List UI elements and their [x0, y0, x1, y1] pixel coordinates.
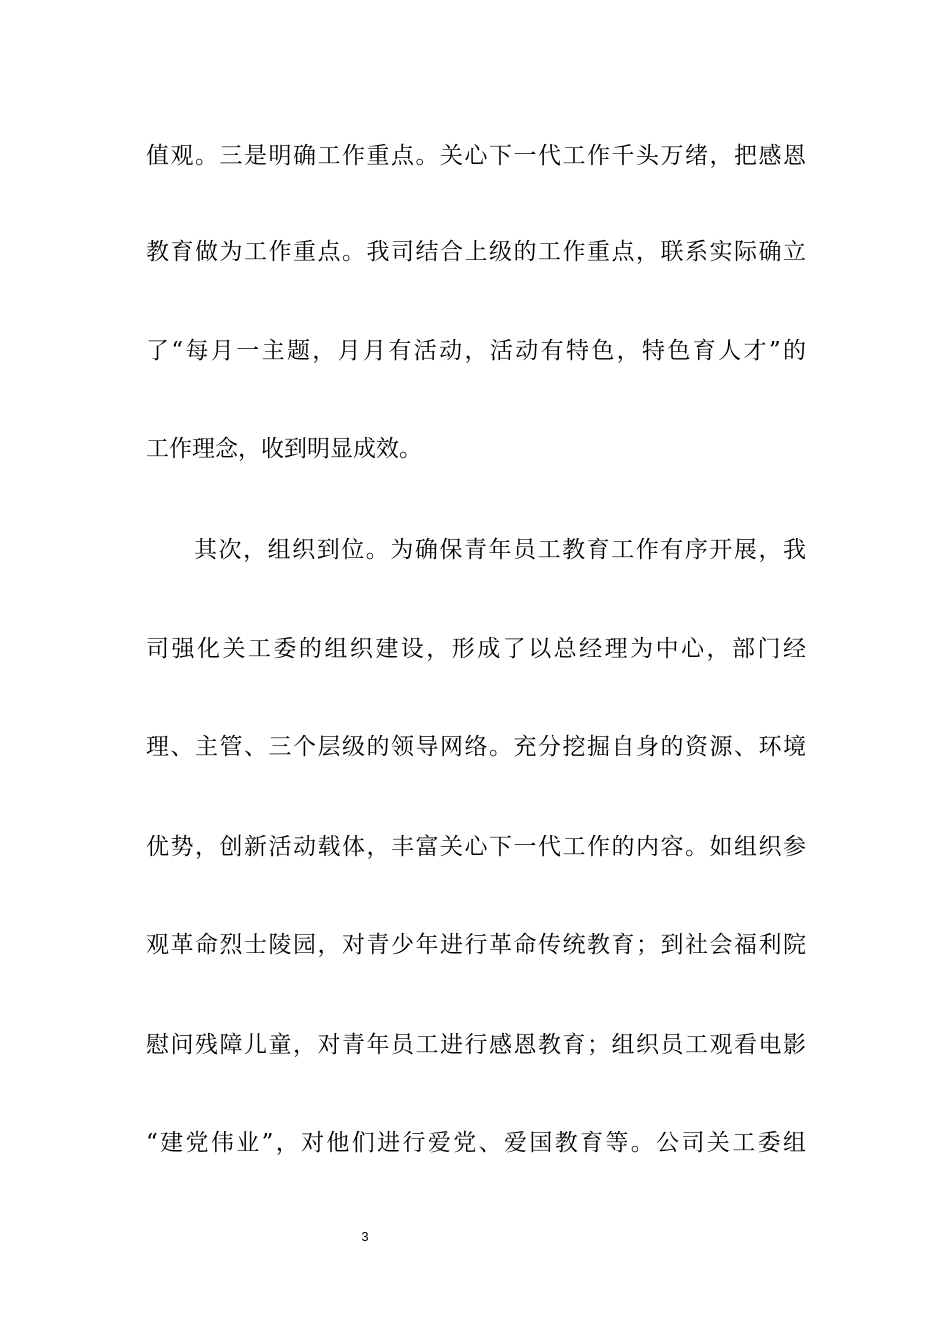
body-text-line: 理、主管、三个层级的领导网络。充分挖掘自身的资源、环境 — [146, 734, 806, 760]
body-text-line: 观革命烈士陵园，对青少年进行革命传统教育；到社会福利院 — [146, 932, 806, 958]
body-text-line: 了“每月一主题，月月有活动，活动有特色，特色育人才”的 — [146, 338, 806, 364]
paragraph-first-line: 其次，组织到位。为确保青年员工教育工作有序开展，我 — [194, 537, 806, 563]
page-number: 3 — [361, 1229, 369, 1244]
body-text-line: 司强化关工委的组织建设，形成了以总经理为中心，部门经 — [146, 636, 806, 662]
body-text-line: “建党伟业”，对他们进行爱党、爱国教育等。公司关工委组 — [146, 1130, 806, 1156]
body-text-line: 优势，创新活动载体，丰富关心下一代工作的内容。如组织参 — [146, 834, 806, 860]
body-text-line: 值观。三是明确工作重点。关心下一代工作千头万绪，把感恩 — [146, 143, 806, 169]
body-text-line: 工作理念，收到明显成效。 — [146, 436, 422, 462]
body-text-line: 教育做为工作重点。我司结合上级的工作重点，联系实际确立 — [146, 239, 806, 265]
body-text-line: 慰问残障儿童，对青年员工进行感恩教育；组织员工观看电影 — [146, 1032, 806, 1058]
